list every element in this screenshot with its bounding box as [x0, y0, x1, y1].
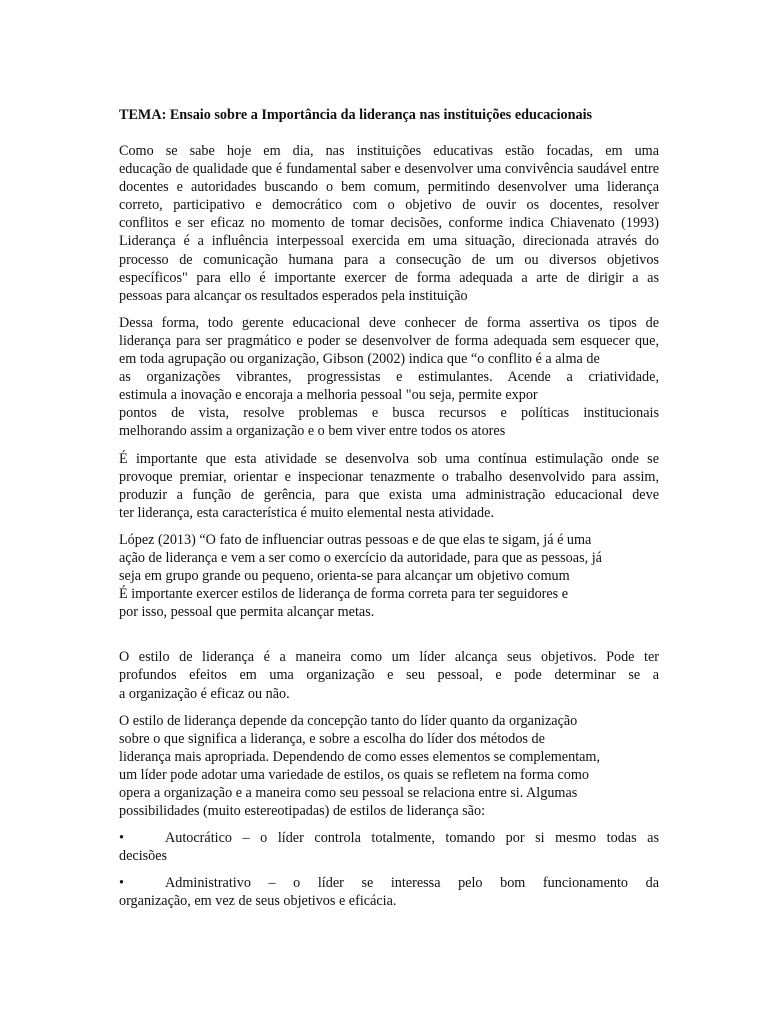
text-line: Liderança é a influência interpessoal exercida em uma situação, direcionada através do	[119, 233, 659, 250]
text-line: Como se sabe hoje em dia, nas instituições educativas estão focadas, em uma	[119, 143, 659, 159]
text-line: liderança para ser pragmático e poder se desenvolver de forma adequada sem esquecer que,	[119, 332, 659, 349]
text-line: ter liderança, esta característica é muito elemental nesta atividade.	[119, 504, 494, 521]
bullet-line	[119, 874, 659, 892]
paragraph	[119, 531, 659, 621]
bullet-continuation: decisões	[119, 848, 168, 865]
list-item	[119, 874, 659, 910]
bullet-line	[119, 829, 659, 847]
text-line: produzir a função de gerência, para que exista uma administração educacional deve	[119, 486, 659, 503]
paragraph	[119, 648, 659, 702]
bullet-text: Autocrático – o líder controla totalmente, tomando por si mesmo todas as	[165, 830, 659, 847]
text-line: É importante exercer estilos de liderança de forma correta para ter seguidores e	[119, 586, 569, 603]
list-item	[119, 829, 659, 865]
text-line: possibilidades (muito estereotipadas) de estilos de liderança são:	[119, 803, 486, 820]
paragraph	[119, 712, 659, 821]
text-line: liderança mais apropriada. Dependendo de como esses elementos se complementam,	[119, 748, 601, 765]
text-line: seja em grupo grande ou pequeno, orienta-se para alcançar um objetivo comum	[119, 568, 570, 585]
text-line: a organização é eficaz ou não.	[119, 685, 290, 702]
text-line: Dessa forma, todo gerente educacional deve conhecer de forma assertiva os tipos de	[119, 314, 659, 331]
bullet-icon: •	[119, 830, 124, 847]
text-line: estimula a inovação e encoraja a melhoria pessoal "ou seja, permite expor	[119, 387, 538, 404]
text-line: processo de comunicação humana para a consecução de um ou diversos objetivos	[119, 251, 659, 268]
text-line: um líder pode adotar uma variedade de estilos, os quais se refletem na forma como	[119, 766, 589, 783]
text-line: educação de qualidade que é fundamental saber e desenvolver uma convivência saudável entre	[119, 161, 659, 178]
text-line: correto, participativo e democrático com o objetivo de ouvir os docentes, resolver	[119, 197, 659, 214]
bullet-icon: •	[119, 875, 124, 892]
text-line: específicos" para ello é importante exercer de forma adequada a arte de dirigir a as	[119, 269, 659, 286]
text-line: pontos de vista, resolve problemas e busca recursos e políticas institucionais	[119, 405, 659, 422]
bullet-text: Administrativo – o líder se interessa pelo bom funcionamento da	[165, 875, 659, 892]
text-line: O estilo de liderança depende da concepção tanto do líder quanto da organização	[119, 712, 578, 729]
text-line: É importante que esta atividade se desenvolva sob uma contínua estimulação onde se	[119, 450, 659, 467]
paragraph	[119, 142, 659, 305]
text-line: O estilo de liderança é a maneira como um líder alcança seus objetivos. Pode ter	[119, 649, 659, 666]
text-line: melhorando assim a organização e o bem viver entre todos os atores	[119, 423, 506, 440]
text-line: sobre o que significa a liderança, e sobre a escolha do líder dos métodos de	[119, 730, 545, 747]
text-line: ação de liderança e vem a ser como o exercício da autoridade, para que as pessoas, já	[119, 549, 602, 566]
text-line: conflitos e ser eficaz no momento de tomar decisões, conforme indica Chiavenato (1993)	[119, 215, 659, 232]
text-line: profundos efeitos em uma organização e seu pessoal, e pode determinar se a	[119, 667, 659, 684]
text-line: as organizações vibrantes, progressistas e estimulantes. Acende a criatividade,	[119, 369, 659, 386]
text-line: em toda agrupação ou organização, Gibson (2002) indica que “o conflito é a alma de	[119, 351, 600, 368]
document-title: TEMA: Ensaio sobre a Importância da liderança nas instituições educacionais	[119, 107, 593, 123]
text-line: López (2013) “O fato de influenciar outras pessoas e de que elas te sigam, já é uma	[119, 531, 592, 548]
text-line: por isso, pessoal que permita alcançar metas.	[119, 604, 375, 621]
text-line: docentes e autoridades buscando o bem comum, permitindo desenvolver uma liderança	[119, 179, 659, 196]
text-line: provoque premiar, orientar e inspecionar tenazmente o trabalho desenvolvido para assim,	[119, 468, 659, 485]
bullet-continuation: organização, em vez de seus objetivos e eficácia.	[119, 893, 397, 910]
paragraph	[119, 314, 659, 441]
text-line: opera a organização e a maneira como seu pessoal se relaciona entre si. Algumas	[119, 785, 578, 801]
blank-line	[119, 630, 659, 648]
paragraph	[119, 450, 659, 522]
text-line: pessoas para alcançar os resultados esperados pela instituição	[119, 287, 468, 304]
document-page	[119, 106, 659, 920]
